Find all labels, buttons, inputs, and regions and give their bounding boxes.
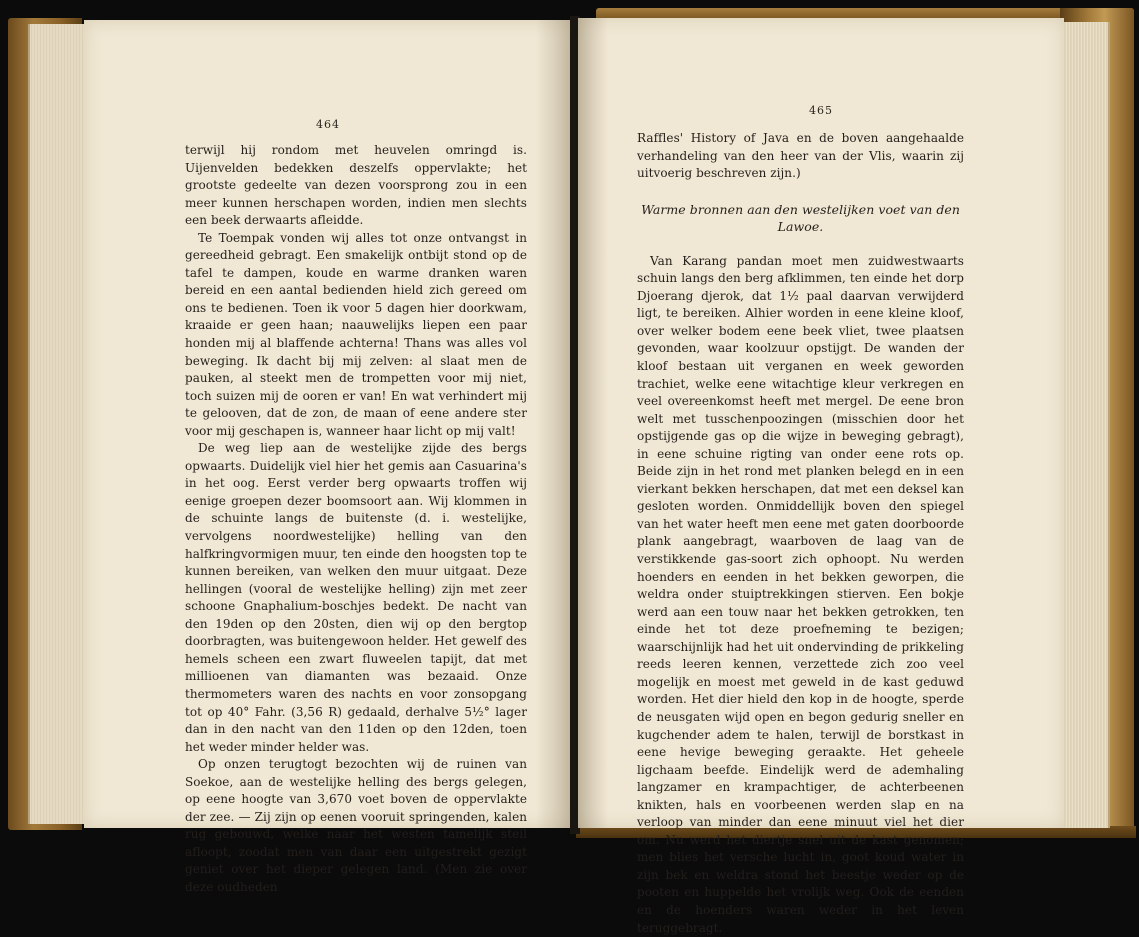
right-page — [578, 18, 1064, 935]
paragraph: De weg liep aan de westelijke zijde des bergs opwaarts. Duidelijk viel hier het gemis aan Casuarina's in het oog. Eerst verder berg opwaarts troffen wij eenige groepen dezer boomsoort aan. Wij klommen in de schuinte langs de buitenste (d. i. westelijke, vervolgens noordwestelijke) helling van den halfkringvormigen muur, ten einde den hoogsten top te kunnen bereiken, van welken den muur uitgaat. Deze hellingen (vooral de westelijke helling) zijn met zeer schoone Gnaphalium-boschjes bedekt. De nacht van den 19den op den 20sten, dien wij op den bergtop doorbragten, was buitengewoon helder. Het gewelf des hemels scheen een zwart fluweelen tapijt, dat met millioenen van diamanten was bezaaid. Onze thermometers waren des nachts en voor zonsopgang tot op 40° Fahr. (3,56 R) gedaald, derhalve 5½° lager dan in den nacht van den 11den op den 12den, toen het weder minder helder was. — [185, 441, 527, 754]
paragraph: Raffles' History of Java en de boven aangehaalde verhandeling van den heer van der Vlis, waarin zij uitvoerig beschreven zijn.) — [637, 131, 964, 181]
paragraph: terwijl hij rondom met heuvelen omringd is. Uijenvelden bedekken deszelfs oppervlakte; het grootste gedeelte van dezen voorsprong zou in een meer kunnen herschapen worden, indien men slechts een beek derwaarts afleidde. — [185, 143, 527, 228]
paragraph: Te Toempak vonden wij alles tot onze ontvangst in gereedheid gebragt. Een smakelijk ontbijt stond op de tafel te dampen, koude en warme dranken waren bereid en een aantal bedienden hield zich gereed om ons te bedienen. Toen ik voor 5 dagen hier doorkwam, kraaide er geen haan; naauwelijks liepen een paar honden mij al blaffende achterna! Thans was alles vol beweging. Ik dacht bij mij zelven: al slaat men de pauken, al steekt men de trompetten voor mij niet, toch suizen mij de ooren er van! En wat verhindert mij te gelooven, dat de zon, de maan of eene andere ster voor mij geschapen is, wanneer haar licht op mij valt! — [185, 230, 527, 438]
page-edges-left — [28, 24, 88, 824]
left-page — [84, 20, 572, 894]
page-body — [637, 130, 964, 937]
page-number: 465 — [809, 104, 833, 117]
gutter-shadow — [578, 18, 608, 828]
page-number: 464 — [316, 118, 340, 131]
paragraph: Van Karang pandan moet men zuidwestwaarts schuin langs den berg afklimmen, ten einde het dorp Djoerang djerok, dat 1½ paal daarvan verwijderd ligt, te bereiken. Alhier worden in eene kleine kloof, over welker bodem eene beek vliet, twee plaatsen gevonden, waar koolzuur opstijgt. De wanden der kloof bestaan uit verganen en week geworden trachiet, welke eene witachtige kleur verkregen en veel overeenkomst heeft met mergel. De eene bron welt met tusschenpoozingen (misschien door het opstijgende gas op die wijze in beweging gebragt), in eene schuine rigting van onder eene rots op. Beide zijn in het rond met planken belegd en in een vierkant bekken herschapen, dat met een deksel kan gesloten worden. Onmiddellijk boven den spiegel van het water heeft men eene met gaten doorboorde plank aangebragt, waarboven de laag van de verstikkende gas-soort zich ophoopt. Nu werden hoenders en eenden in het bekken geworpen, die weldra onder stuiptrekkingen stierven. Een bokje werd aan een touw naar het bekken getrokken, ten einde het tot deze proefneming te bezigen; waarschijnlijk had het uit ondervinding de prikkeling reeds leeren kennen, verzettede zich zoo veel mogelijk en moest met geweld in de kast geduwd worden. Het dier hield den kop in de hoogte, sperde de neusgaten wijd open en begon gedurig sneller en kugchender adem te halen, terwijl de borstkast in eene hevige beweging geraakte. Het geheele ligchaam beefde. Eindelijk werd de ademhaling langzamer en krampachtiger, de achterbeenen knikten, hals en voorbeenen werden slap en na verloop van minder dan eene minuut viel het dier om. Nu werd het diertje snel uit de kast genomen; men blies het versche lucht in, goot koud water in zijn bek en weldra stond het beestje weder op de pooten en huppelde het vrolijk weg. Ook de eenden en de hoenders waren weder in het leven teruggebragt. — [637, 253, 964, 935]
paragraph: Op onzen terugtogt bezochten wij de ruinen van Soekoe, aan de westelijke helling des bergs gelegen, op eene hoogte van 3,670 voet boven de oppervlakte der zee. — Zij zijn op eenen vooruit springenden, kalen rug gebouwd, welke naar het westen tamelijk steil afloopt, zoodat men van daar een uitgestrekt gezigt geniet over het dieper gelegen land. (Men zie over deze oudheden — [185, 757, 527, 894]
page-body — [185, 142, 527, 897]
section-heading: Warme bronnen aan den westelijken voet van den Lawoe. — [641, 201, 960, 235]
gutter-shadow — [536, 20, 572, 828]
page-edges-right — [1060, 22, 1110, 828]
